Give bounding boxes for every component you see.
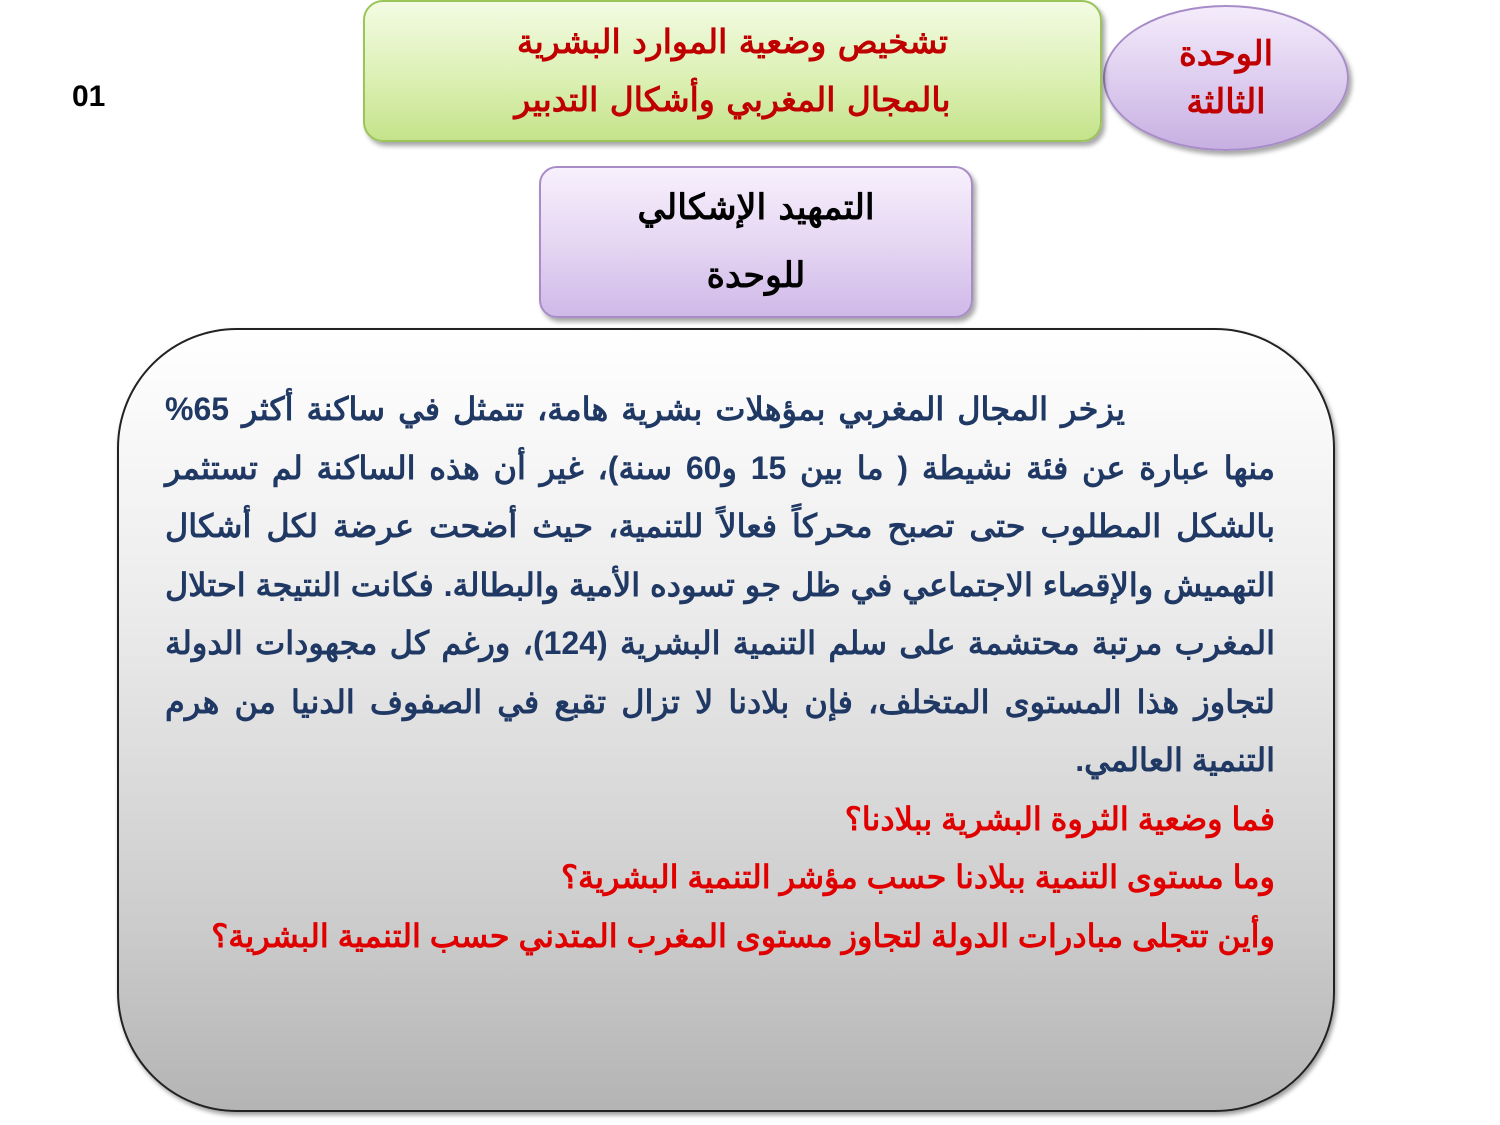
unit-label-line2: الثالثة [1186,82,1266,122]
problem-question-1: فما وضعية الثروة البشرية ببلادنا؟ [844,800,1275,837]
problem-question-3: وأين تتجلى مبادرات الدولة لتجاوز مستوى المغرب المتدني حسب التنمية البشرية؟ [211,917,1275,954]
unit-badge [1103,5,1349,151]
unit-title-box [363,0,1102,142]
intro-paragraph: يزخر المجال المغربي بمؤهلات بشرية هامة، تتمثل في ساكنة أكثر 65% منها عبارة عن فئة نشيطة ( ما بين 15 و60 سنة)، غير أن هذه الساكنة لم تستثمر بالشكل المطلوب حتى تصبح محركاً فعالاً للتنمية، حيث أضحت عرضة لكل أشكال التهميش والإقصاء الاجتماعي في ظل جو تسوده الأمية والبطالة. فكانت النتيجة احتلال المغرب مرتبة محتشمة على سلم التنمية البشرية (124)، ورغم كل مجهودات الدولة لتجاوز هذا المستوى المتخلف، فإن بلادنا لا تزال تقبع في الصفوف الدنيا من هرم التنمية العالمي. [165,391,1276,778]
unit-title-line1: تشخيص وضعية الموارد البشرية [516,22,949,61]
content-box [117,328,1335,1112]
intro-heading-box [539,166,973,318]
intro-heading-line1: التمهيد الإشكالي [637,187,875,228]
intro-heading-line2: للوحدة [706,255,806,296]
problem-question-2: وما مستوى التنمية ببلادنا حسب مؤشر التنمية البشرية؟ [560,859,1275,895]
unit-label-line1: الوحدة [1178,34,1274,74]
page-number: 01 [72,80,106,113]
unit-title-line2: بالمجال المغربي وأشكال التدبير [514,80,951,119]
content-text [165,380,1275,965]
